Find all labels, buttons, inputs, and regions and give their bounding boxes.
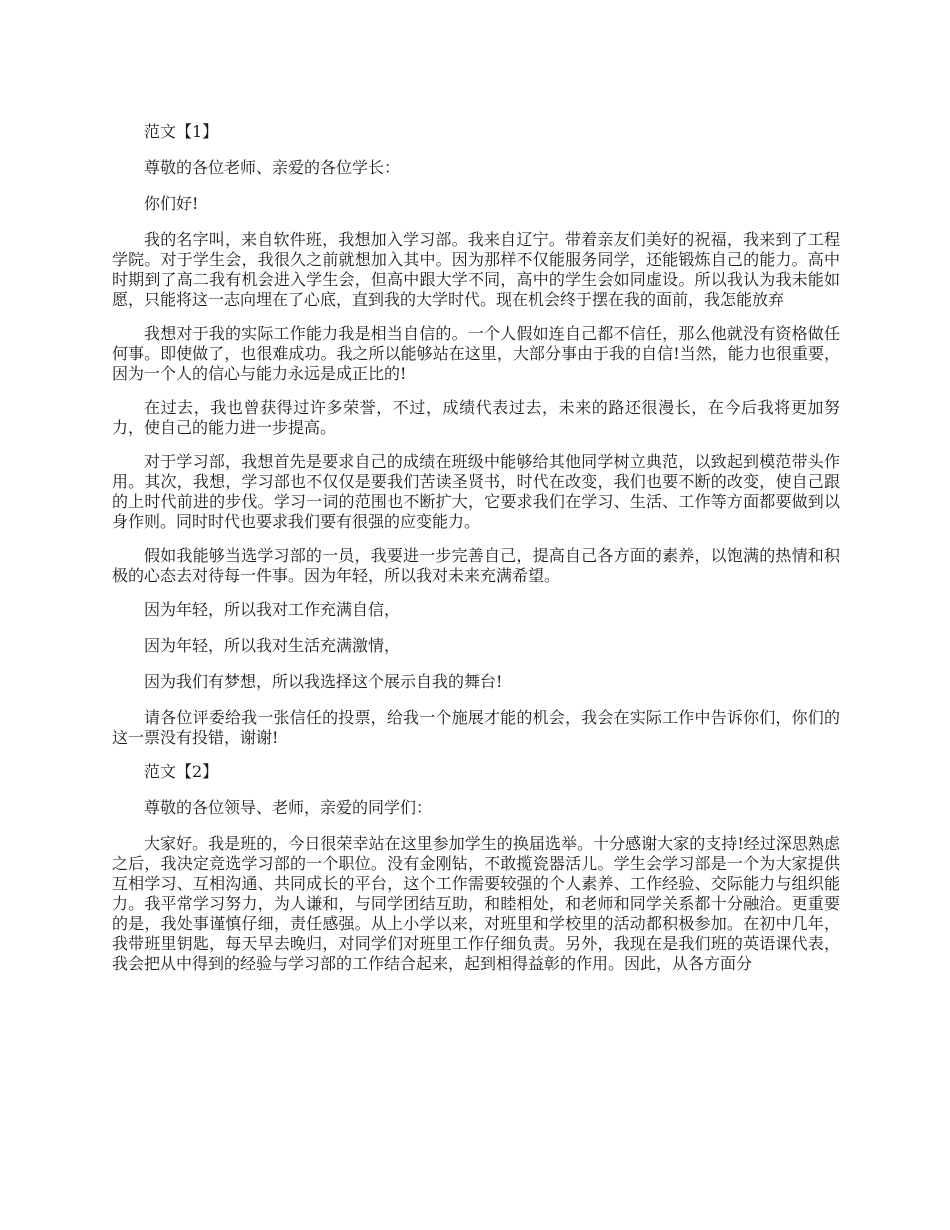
body-paragraph: 我想对于我的实际工作能力我是相当自信的。一个人假如连自己都不信任，那么他就没有资格做任何事。即使做了，也很难成功。我之所以能够站在这里，大部分事由于我的自信!当然，能力也很重要，因为一个人的信心与能力永远是成正比的! xyxy=(112,324,840,383)
body-line: 因为年轻，所以我对生活充满激情， xyxy=(144,636,401,655)
body-paragraph: 在过去，我也曾获得过许多荣誉，不过，成绩代表过去，未来的路还很漫长，在今后我将更加努力，使自己的能力进一步提高。 xyxy=(112,398,840,437)
body-paragraph: 请各位评委给我一张信任的投票，给我一个施展才能的机会，我会在实际工作中告诉你们，你们的这一票没有投错，谢谢! xyxy=(112,708,840,747)
body-paragraph: 对于学习部，我想首先是要求自己的成绩在班级中能够给其他同学树立典范，以致起到模范带头作用。其次，我想，学习部也不仅仅是要我们苦读圣贤书，时代在改变，我们也要不断的改变，使自己跟的上时代前进的步伐。学习一词的范围也不断扩大，它要求我们在学习、生活、工作等方面都要做到以身作则。同时时代也要求我们要有很强的应变能力。 xyxy=(112,452,840,531)
body-line: 因为年轻，所以我对工作充满自信， xyxy=(144,600,401,619)
section-heading-1: 范文【1】 xyxy=(144,122,219,141)
greeting-1: 你们好! xyxy=(144,194,199,213)
document-page xyxy=(112,122,840,988)
body-line: 因为我们有梦想，所以我选择这个展示自我的舞台! xyxy=(144,672,503,691)
salutation-2: 尊敬的各位领导、老师，亲爱的同学们： xyxy=(144,798,433,817)
body-paragraph: 大家好。我是班的，今日很荣幸站在这里参加学生的换届选举。十分感谢大家的支持!经过深思熟虑之后，我决定竞选学习部的一个职位。没有金刚钻，不敢揽瓷器活儿。学生会学习部是一个为大家提供互相学习、互相沟通、共同成长的平台，这个工作需要较强的个人素养、工作经验、交际能力与组织能力。我平常学习努力，为人谦和，与同学团结互助，和睦相处，和老师和同学关系都十分融洽。更重要的是，我处事谨慎仔细，责任感强。从上小学以来，对班里和学校里的活动都积极参加。在初中几年，我带班里钥匙，每天早去晚归，对同学们对班里工作仔细负责。另外，我现在是我们班的英语课代表，我会把从中得到的经验与学习部的工作结合起来，起到相得益彰的作用。因此，从各方面分 xyxy=(112,834,840,973)
section-heading-2: 范文【2】 xyxy=(144,762,219,781)
body-paragraph: 我的名字叫，来自软件班，我想加入学习部。我来自辽宁。带着亲友们美好的祝福，我来到了工程学院。对于学生会，我很久之前就想加入其中。因为那样不仅能服务同学，还能锻炼自己的能力。高中时期到了高二我有机会进入学生会，但高中跟大学不同，高中的学生会如同虚设。所以我认为我未能如愿，只能将这一志向埋在了心底，直到我的大学时代。现在机会终于摆在我的面前，我怎能放弃 xyxy=(112,230,840,309)
body-paragraph: 假如我能够当选学习部的一员，我要进一步完善自己，提高自己各方面的素养，以饱满的热情和积极的心态去对待每一件事。因为年轻，所以我对未来充满希望。 xyxy=(112,546,840,585)
salutation-1: 尊敬的各位老师、亲爱的各位学长： xyxy=(144,158,401,177)
